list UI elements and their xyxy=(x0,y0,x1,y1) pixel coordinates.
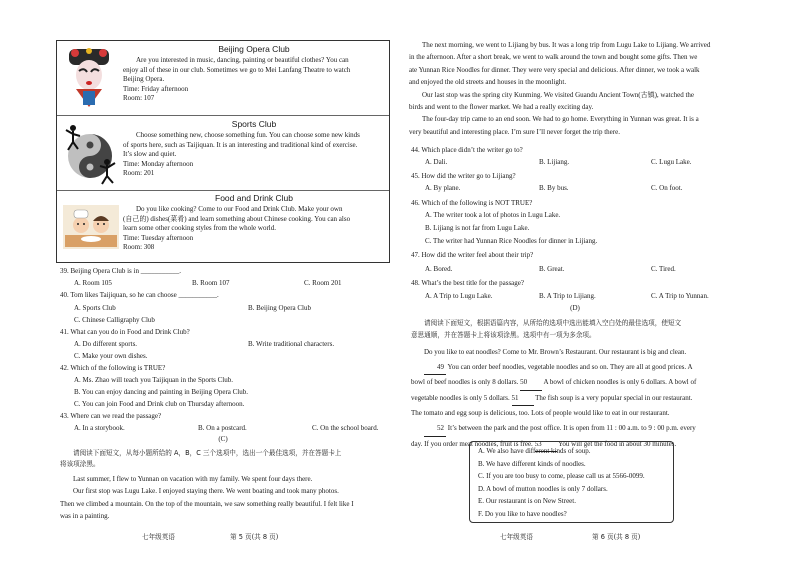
club-time: Time: Tuesday afternoon xyxy=(123,233,194,242)
q47-option-a[interactable]: A. Bored. xyxy=(425,265,453,273)
opera-mask-icon xyxy=(63,47,115,109)
club-line: (自己的) dishes(菜肴) and learn something about Chinese cooking. You can also xyxy=(123,214,351,223)
club-ads-table xyxy=(56,40,390,263)
q43-option-b[interactable]: B. On a postcard. xyxy=(198,424,247,432)
instruction-line: 请阅读下面短文，根据语篇内容，从所给的选项中选出能填入空白处的最佳选项，使短文 xyxy=(424,319,682,327)
passage-line: Do you like to eat noodles? Come to Mr. Brown’s Restaurant. Our restaurant is big and clean. xyxy=(424,348,687,356)
club-description xyxy=(123,205,387,253)
section-c-heading: (C) xyxy=(218,435,228,443)
q42-option-a[interactable]: A. Ms. Zhao will teach you Taijiquan in the Sports Club. xyxy=(74,376,234,384)
club-room: Room: 201 xyxy=(123,169,155,178)
question-40: 40. Tom likes Taijiquan, so he can choose ___________. xyxy=(60,291,219,299)
question-39: 39. Beijing Opera Club is in ___________. xyxy=(60,267,181,275)
passage-line: birds and went to the flower market. We had a really exciting day. xyxy=(409,103,594,112)
blank-53[interactable]: 53 xyxy=(535,437,557,453)
q44-option-b[interactable]: B. Lijiang. xyxy=(539,158,570,166)
q43-option-c[interactable]: C. On the school board. xyxy=(312,424,379,432)
passage-c-part1 xyxy=(60,473,390,523)
club-line: learn some other cooking styles from the whole world. xyxy=(123,224,276,233)
option-a[interactable]: A. We also have different kinds of soup. xyxy=(478,447,591,455)
passage-line: ate Yunnan Rice Noodles for dinner. They were very special and delicious. After dinner, we took a walk xyxy=(409,65,700,74)
instruction-line: 请阅读下面短文，从每小题所给的 A，B，C 三个选项中，选出一个最佳选项，并在答题卡上 xyxy=(73,449,342,457)
section-d-heading: (D) xyxy=(570,304,580,312)
question-47: 47. How did the writer feel about their trip? xyxy=(411,251,534,259)
passage-c-part2 xyxy=(409,39,741,138)
q45-option-b[interactable]: B. By bus. xyxy=(539,184,569,192)
q44-option-a[interactable]: A. Dali. xyxy=(425,158,448,166)
footer-subject: 七年级英语 xyxy=(500,533,533,541)
option-f[interactable]: F. Do you like to have noodles? xyxy=(478,509,567,518)
passage-text: bowl of beef noodles is only 8 dollars. xyxy=(411,378,519,387)
q44-option-c[interactable]: C. Lugu Lake. xyxy=(651,158,692,166)
passage-line: The tomato and egg soup is delicious, too. Lots of people would like to eat in our restaurant. xyxy=(411,409,670,418)
q40-option-b[interactable]: B. Beijing Opera Club xyxy=(248,304,311,312)
taijiquan-icon xyxy=(63,122,117,186)
section-c-instructions xyxy=(60,448,390,470)
passage-line: very beautiful and interesting place. I’m sure I’ll never forget the trip there. xyxy=(409,127,620,136)
q40-option-c[interactable]: C. Chinese Calligraphy Club xyxy=(74,316,155,324)
q42-option-b[interactable]: B. You can enjoy dancing and painting in Beijing Opera Club. xyxy=(74,388,249,396)
footer-subject: 七年级英语 xyxy=(142,533,175,541)
passage-line: The next morning, we went to Lijiang by bus. It was a long trip from Lugu Lake to Lijiang. We arrived xyxy=(422,41,711,49)
passage-text: You will get the food in about 30 minutes. xyxy=(558,439,677,448)
footer-page-number: 第 6 页(共 8 页) xyxy=(592,533,641,541)
question-43: 43. Where can we read the passage? xyxy=(60,412,162,420)
sports-club xyxy=(57,116,389,190)
q39-option-c[interactable]: C. Room 201 xyxy=(304,279,342,287)
club-line: of sports here, such as Taijiquan. It is an interesting and traditional kind of exercise. xyxy=(123,140,358,149)
option-e[interactable]: E. Our restaurant is on New Street. xyxy=(478,497,576,506)
q41-option-c[interactable]: C. Make your own dishes. xyxy=(74,352,148,360)
right-page xyxy=(409,0,741,561)
question-46: 46. Which of the following is NOT TRUE? xyxy=(411,199,533,207)
blank-51[interactable]: 51 xyxy=(512,391,534,407)
passage-line: was in a painting. xyxy=(60,512,110,521)
question-41: 41. What can you do in Food and Drink Club? xyxy=(60,328,190,336)
left-page xyxy=(56,0,390,561)
q47-option-b[interactable]: B. Great. xyxy=(539,265,565,273)
q48-option-c[interactable]: C. A Trip to Yunnan. xyxy=(651,292,709,300)
club-time: Time: Friday afternoon xyxy=(123,84,189,93)
instruction-line: 意思通顺，并在答题卡上将该项涂黑。选项中有一项为多余项。 xyxy=(411,331,596,339)
option-c[interactable]: C. If you are too busy to come, please call us at 5566-0099. xyxy=(478,472,645,481)
question-42: 42. Which of the following is TRUE? xyxy=(60,364,166,372)
club-line: Are you interested in music, dancing, painting or beautiful clothes? You can xyxy=(136,56,349,64)
q47-option-c[interactable]: C. Tired. xyxy=(651,265,676,273)
q41-option-a[interactable]: A. Do different sports. xyxy=(74,340,138,348)
passage-text: vegetable noodles is only 5 dollars. xyxy=(411,393,510,402)
footer-page-number: 第 5 页(共 8 页) xyxy=(230,533,279,541)
passage-line: in the afternoon. After a short break, we went to walk around the town and bought some gifts. Then we xyxy=(409,53,698,62)
passage-line xyxy=(411,421,741,437)
passage-text: It’s between the park and the post office. It is open from 11 : 00 a.m. to 9 : 00 p.m. every xyxy=(447,423,696,432)
passage-d xyxy=(411,345,741,452)
q45-option-c[interactable]: C. On foot. xyxy=(651,184,683,192)
blank-50[interactable]: 50 xyxy=(520,375,542,391)
club-title: Sports Club xyxy=(231,119,277,129)
passage-line: The four-day trip came to an end soon. We had to go home. Everything in Yunnan was great. It is a xyxy=(422,115,699,124)
food-drink-club xyxy=(57,191,389,263)
question-44: 44. Which place didn’t the writer go to? xyxy=(411,146,523,154)
q46-option-a[interactable]: A. The writer took a lot of photos in Lugu Lake. xyxy=(425,211,561,219)
club-title: Food and Drink Club xyxy=(215,193,293,203)
passage-line xyxy=(411,375,741,391)
q43-option-a[interactable]: A. In a storybook. xyxy=(74,424,125,432)
passage-line xyxy=(411,360,741,376)
option-b[interactable]: B. We have different kinds of noodles. xyxy=(478,459,586,468)
instruction-line: 将该项涂黑。 xyxy=(60,460,100,468)
passage-line: Then we climbed a mountain. On the top of the mountain, we saw something really beautiful. I felt like I xyxy=(60,499,354,508)
club-room: Room: 107 xyxy=(123,94,155,103)
passage-text: A bowl of chicken noodles is only 6 dollars. A bowl of xyxy=(543,378,697,387)
club-title: Beijing Opera Club xyxy=(218,44,290,54)
passage-line: Our first stop was Lugu Lake. I enjoyed staying there. We went boating and took many photos. xyxy=(73,487,339,496)
passage-line: Our last stop was the spring city Kunming. We visited Guandu Ancient Town(古镇), watched the xyxy=(422,90,695,99)
beijing-opera-club xyxy=(57,41,389,115)
q41-option-b[interactable]: B. Write traditional characters. xyxy=(248,340,335,348)
club-room: Room: 308 xyxy=(123,243,155,252)
q40-option-a[interactable]: A. Sports Club xyxy=(74,304,116,312)
q39-option-b[interactable]: B. Room 107 xyxy=(192,279,230,287)
passage-line xyxy=(411,391,741,407)
passage-text: You can order beef noodles, vegetable noodles and so on. They are all at good prices. A xyxy=(447,362,693,371)
club-line: Choose something new, choose something fun. You can choose some new kinds xyxy=(136,131,360,139)
q42-option-c[interactable]: C. You can join Food and Drink club on Thursday afternoon. xyxy=(74,400,245,408)
option-d[interactable]: D. A bowl of mutton noodles is only 7 dollars. xyxy=(478,484,608,493)
q39-option-a[interactable]: A. Room 105 xyxy=(74,279,112,287)
club-time: Time: Monday afternoon xyxy=(123,159,194,168)
club-line: Beijing Opera. xyxy=(123,75,165,84)
passage-text: day. If you order meat noodles, fruit is free. xyxy=(411,439,533,448)
club-line: enjoy all of these in our club. Sometimes we go to Mei Lanfang Theatre to watch xyxy=(123,65,351,74)
cooking-kids-icon xyxy=(63,205,119,249)
club-line: Do you like cooking? Come to our Food and Drink Club. Make your own xyxy=(136,205,343,213)
passage-text: The fish soup is a very popular special in our restaurant. xyxy=(535,393,693,402)
q48-option-b[interactable]: B. A Trip to Lijiang. xyxy=(539,292,596,300)
club-description xyxy=(123,131,387,179)
blank-52[interactable]: 52 xyxy=(424,421,446,437)
q48-option-a[interactable]: A. A Trip to Lugu Lake. xyxy=(425,292,493,300)
passage-line: and enjoyed the old streets and houses in the moonlight. xyxy=(409,78,567,87)
question-45: 45. How did the writer go to Lijiang? xyxy=(411,172,516,180)
passage-line: Last summer, I flew to Yunnan on vacation with my family. We spent four days there. xyxy=(73,475,313,483)
q46-option-c[interactable]: C. The writer had Yunnan Rice Noodles for dinner in Lijiang. xyxy=(425,237,598,245)
club-description xyxy=(123,56,387,104)
question-48: 48. What’s the best title for the passage? xyxy=(411,279,525,287)
section-d-instructions xyxy=(411,317,741,341)
club-line: It’s slow and quiet. xyxy=(123,150,177,159)
q45-option-a[interactable]: A. By plane. xyxy=(425,184,461,192)
q46-option-b[interactable]: B. Lijiang is not far from Lugu Lake. xyxy=(425,224,530,232)
blank-49[interactable]: 49 xyxy=(424,360,446,376)
